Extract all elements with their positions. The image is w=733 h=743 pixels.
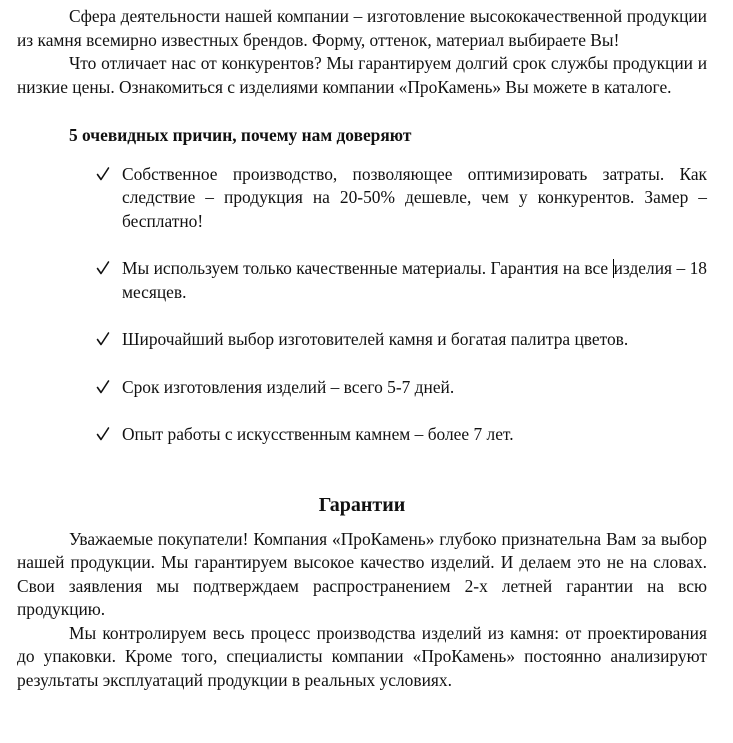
check-icon (95, 257, 111, 280)
intro-paragraph-2: Что отличает нас от конкурентов? Мы гарантируем долгий срок службы продукции и низкие цены. Ознакомиться с изделиями компании «ПроКамень» Вы можете в каталоге. (17, 53, 707, 97)
list-item (17, 423, 707, 447)
list-item-text: Опыт работы с искусственным камнем – более 7 лет. (122, 424, 514, 444)
document-page (17, 5, 707, 692)
list-item-text: Срок изготовления изделий – всего 5-7 дней. (122, 376, 455, 397)
list-item-text: Широчайший выбор изготовителей камня и богатая палитра цветов. (122, 329, 629, 349)
reasons-list (17, 163, 707, 447)
list-item-text (122, 258, 707, 302)
list-item (17, 376, 707, 400)
list-item-text-part: Мы используем только качественные материалы. Гарантия на все (122, 258, 613, 278)
guarantees-paragraph-2: Мы контролируем весь процесс производства изделий из камня: от проектирования до упаковки. Кроме того, специалисты компании «ПроКамень» постоянно анализируют результаты эксплуатаций продукции в реальных условиях. (17, 622, 707, 690)
list-item (17, 328, 707, 352)
list-item-text: Собственное производство, позволяющее оптимизировать затраты. Как следствие – продукция на 20-50% дешевле, чем у конкурентов. Замер – бесплатно! (122, 163, 707, 231)
list-item (17, 257, 707, 304)
list-item (17, 163, 707, 234)
check-icon (95, 376, 111, 399)
reasons-heading: 5 очевидных причин, почему нам доверяют (69, 125, 412, 145)
check-icon (95, 328, 111, 351)
check-icon (95, 423, 111, 446)
guarantees-title: Гарантии (318, 493, 406, 516)
list-item-text-part: изделия – 18 месяцев. (122, 258, 707, 302)
guarantees-paragraph-1: Уважаемые покупатели! Компания «ПроКамень» глубоко признательна Вам за выбор нашей продукции. Мы гарантируем высокое качество изделий. И делаем это не на словах. Свои заявления мы подтверждаем распространением 2-х летней гарантии на всю продукцию. (17, 528, 707, 619)
intro-paragraph-1: Сфера деятельности нашей компании – изготовление высококачественной продукции из камня всемирно известных брендов. Форму, оттенок, материал выбираете Вы! (17, 6, 707, 50)
check-icon (95, 163, 111, 186)
